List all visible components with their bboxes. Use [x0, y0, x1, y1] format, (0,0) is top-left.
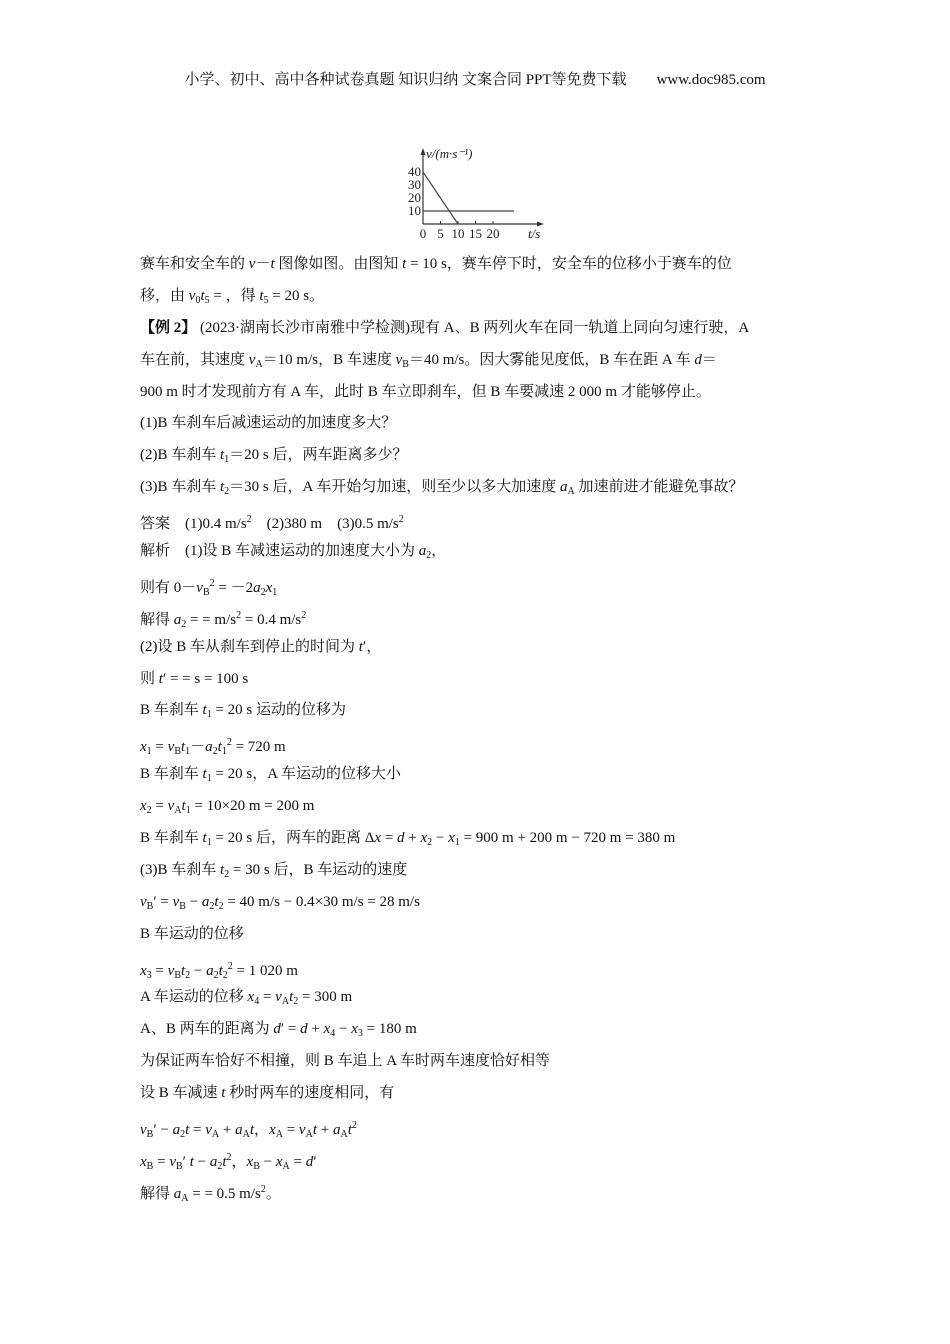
x-tick-label: 10: [451, 226, 465, 241]
text-segment: (2)380 m (3)0.5 m/s: [251, 516, 399, 533]
text-segment: v: [188, 287, 196, 304]
series-line-racing-car: [423, 172, 458, 224]
text-segment: −: [335, 1021, 352, 1038]
text-segment: t: [181, 798, 186, 815]
text-line: [140, 408, 820, 440]
text-segment: A: [181, 1192, 189, 1204]
text-line: [140, 1046, 820, 1078]
text-segment: v: [196, 579, 203, 596]
text-segment: x: [140, 1153, 147, 1170]
text-line: [140, 632, 820, 664]
x-tick-label: 15: [469, 226, 482, 241]
text-line: [140, 727, 820, 759]
text-segment: B: [202, 586, 210, 598]
text-segment: B: [146, 1160, 154, 1172]
text-segment: 赛车和安全车的: [140, 256, 249, 272]
text-line: [140, 919, 820, 951]
text-segment: 则: [140, 670, 159, 687]
text-segment: t: [202, 766, 207, 783]
text-segment: x: [140, 962, 147, 979]
text-segment: v: [205, 1122, 212, 1139]
text-segment: 【例 2】: [140, 319, 197, 336]
text-segment: +: [307, 1021, 324, 1038]
text-segment: B: [174, 969, 181, 981]
text-segment: a: [205, 739, 213, 756]
y-tick-label: 10: [408, 203, 421, 218]
text-segment: ，: [231, 1153, 247, 1170]
text-segment: v: [248, 256, 256, 272]
y-axis-arrow-icon: [421, 148, 426, 155]
text-segment: t: [217, 739, 222, 756]
text-segment: 2: [236, 609, 242, 621]
text-segment: = 0.4 m/s: [241, 611, 302, 628]
text-segment: v: [140, 1122, 147, 1139]
text-segment: a: [253, 579, 261, 596]
text-segment: a: [206, 962, 214, 979]
text-segment: =: [282, 1122, 299, 1139]
text-segment: t: [220, 447, 225, 464]
text-line: [140, 440, 820, 472]
text-segment: 。: [265, 1185, 281, 1202]
x-tick-label: 5: [437, 226, 444, 241]
text-segment: 1: [206, 837, 212, 849]
text-segment: = 10×20 m = 200 m: [190, 798, 315, 815]
text-segment: a: [201, 893, 210, 910]
text-segment: A、B 两车的距离为: [140, 1021, 274, 1038]
text-line: [140, 345, 820, 377]
text-segment: 2: [426, 550, 432, 562]
text-segment: B: [146, 900, 154, 912]
text-segment: 1: [185, 805, 191, 817]
text-segment: A: [305, 1129, 313, 1141]
text-segment: 移，由: [140, 287, 189, 304]
text-line: [140, 791, 820, 823]
y-tick-label: 40: [408, 164, 421, 179]
y-axis-label: v/(m·s⁻¹): [426, 146, 473, 161]
text-segment: 1: [185, 746, 191, 758]
text-segment: 2: [224, 486, 230, 498]
text-line: [140, 472, 820, 504]
text-segment: 2: [226, 1151, 232, 1163]
text-segment: t: [289, 989, 294, 1006]
text-segment: 1: [224, 454, 230, 466]
text-segment: 0: [195, 294, 201, 306]
text-segment: 2: [260, 1183, 266, 1195]
text-segment: a: [209, 1153, 218, 1170]
text-segment: (2023·湖南长沙市南雅中学检测)现有 A、B 两列火车在同一轨道上同向匀速行驶，A: [196, 319, 750, 336]
text-segment: B 车运动的位移: [140, 925, 244, 942]
text-segment: t: [218, 962, 223, 979]
text-segment: 则有 0－: [140, 579, 197, 596]
text-segment: x: [140, 739, 147, 756]
text-segment: t: [221, 1085, 226, 1102]
text-segment: = 300 m: [298, 989, 353, 1006]
text-segment: ＝10 m/s，B 车速度: [262, 351, 396, 368]
text-segment: (2)设 B 车从刹车到停止的时间为: [140, 638, 359, 655]
text-line: [140, 695, 820, 727]
text-segment: d: [397, 830, 405, 847]
text-segment: 图像如图。由图知: [274, 256, 403, 272]
text-line: [140, 568, 820, 600]
text-segment: = －2: [214, 579, 254, 596]
text-segment: A: [174, 805, 182, 817]
text-segment: 2: [217, 1160, 223, 1172]
text-segment: 2: [398, 514, 404, 526]
text-segment: t: [189, 1153, 194, 1170]
y-tick-label: 20: [408, 190, 421, 205]
text-segment: ′: [182, 1153, 190, 1170]
text-segment: 2: [218, 900, 224, 912]
text-segment: =: [151, 739, 168, 756]
text-line: [140, 951, 820, 983]
text-segment: =: [289, 1153, 306, 1170]
text-segment: = 900 m + 200 m − 720 m = 380 m: [459, 830, 676, 847]
text-segment: ′ −: [153, 1122, 173, 1139]
text-segment: B: [175, 1160, 183, 1172]
text-segment: 2: [227, 960, 233, 972]
text-segment: +: [219, 1122, 236, 1139]
solution-content: [140, 249, 820, 1206]
text-segment: A 车运动的位移: [140, 989, 248, 1006]
text-line: [140, 1014, 820, 1046]
text-segment: 1: [206, 709, 212, 721]
text-line: [140, 1174, 820, 1206]
text-segment: a: [235, 1122, 243, 1139]
text-segment: 为保证两车恰好不相撞，则 B 车追上 A 车时两车速度恰好相等: [140, 1053, 551, 1070]
text-segment: 2: [427, 837, 433, 849]
text-segment: 2: [180, 1129, 186, 1141]
text-segment: +: [404, 830, 421, 847]
text-segment: 2: [351, 1120, 357, 1132]
text-segment: t: [259, 287, 264, 304]
text-segment: a: [173, 611, 182, 628]
text-segment: = 180 m: [362, 1021, 417, 1038]
text-segment: (2)B 车刹车: [140, 447, 220, 464]
text-segment: d: [694, 351, 702, 368]
text-line: [140, 1078, 820, 1110]
text-segment: 1: [221, 746, 227, 758]
text-segment: －: [190, 739, 206, 756]
text-segment: t: [347, 1122, 352, 1139]
text-segment: 秒时两车的速度相同，有: [225, 1085, 395, 1102]
text-segment: t: [158, 670, 163, 687]
text-segment: x: [269, 1122, 276, 1139]
text-segment: B: [402, 358, 409, 370]
text-segment: t: [202, 830, 207, 847]
text-segment: = 720 m: [231, 739, 286, 756]
text-segment: = 20 s，A 车运动的位移大小: [211, 766, 401, 783]
text-segment: A: [282, 1160, 290, 1172]
text-segment: t: [222, 1153, 227, 1170]
text-segment: ′: [313, 1153, 317, 1170]
text-segment: = ，得: [209, 287, 260, 304]
text-segment: －: [255, 256, 271, 272]
text-segment: x: [448, 830, 455, 847]
text-segment: ＝30 s 后，A 车开始匀加速，则至少以多大加速度: [229, 479, 561, 496]
text-segment: 解析 (1)设 B 车减速运动的加速度大小为: [140, 543, 419, 560]
text-segment: B: [146, 1129, 154, 1141]
text-segment: 900 m 时才发现前方有 A 车，此时 B 车立即刹车，但 B 车要减速 2 000 m 才能够停止。: [140, 383, 711, 400]
y-tick-label: 30: [408, 177, 421, 192]
text-segment: 2: [209, 900, 215, 912]
text-segment: 2: [185, 969, 191, 981]
text-segment: t: [202, 702, 207, 719]
text-segment: 2: [224, 868, 230, 880]
text-segment: −: [432, 830, 449, 847]
text-segment: A: [340, 1129, 348, 1141]
text-segment: = 40 m/s − 0.4×30 m/s = 28 m/s: [223, 893, 420, 910]
text-line: [140, 887, 820, 919]
text-segment: t: [180, 962, 186, 979]
text-line: [140, 982, 820, 1014]
page-header: 小学、初中、高中各种试卷真题 知识归纳 文案合同 PPT等免费下载 www.doc985.com: [184, 72, 766, 88]
text-segment: =: [153, 1153, 170, 1170]
text-line: [140, 281, 820, 313]
text-segment: v: [395, 351, 403, 368]
text-segment: x: [246, 1153, 254, 1170]
x-tick-label: 20: [486, 226, 500, 241]
text-segment: 5: [204, 294, 210, 306]
text-line: [140, 1142, 820, 1174]
text-segment: x: [420, 830, 428, 847]
text-segment: (3)B 车刹车: [140, 479, 220, 496]
text-segment: t: [200, 287, 205, 304]
text-segment: 5: [263, 294, 269, 306]
text-segment: = 20 s。: [268, 287, 325, 304]
text-line: [140, 664, 820, 696]
text-line: [140, 759, 820, 791]
text-segment: v: [140, 893, 147, 910]
text-segment: 3: [357, 1028, 363, 1040]
text-segment: = = 0.5 m/s: [188, 1185, 261, 1202]
text-segment: A: [211, 1129, 220, 1141]
text-segment: 2: [293, 996, 299, 1008]
text-segment: A: [281, 996, 290, 1008]
text-segment: (1)B 车刹车后减速运动的加速度多大？: [140, 415, 397, 432]
text-segment: t: [220, 479, 225, 496]
text-segment: ′ =: [280, 1021, 301, 1038]
text-segment: ′，: [362, 638, 382, 655]
text-segment: 2: [209, 577, 215, 589]
text-line: [140, 313, 820, 345]
text-segment: =: [259, 989, 276, 1006]
text-segment: B 车刹车: [140, 830, 203, 847]
text-segment: ＝: [701, 351, 717, 368]
text-segment: v: [169, 1153, 176, 1170]
text-segment: 4: [254, 996, 260, 1008]
text-segment: A: [255, 358, 263, 370]
text-segment: = 20 s 后，两车的距离 Δ: [211, 830, 375, 847]
text-segment: x: [140, 798, 147, 815]
text-segment: 2: [181, 618, 187, 630]
text-segment: = 1 020 m: [232, 962, 298, 979]
text-segment: v: [167, 962, 175, 979]
text-segment: ＝40 m/s。因大雾能见度低，B 车在距 A 车: [408, 351, 695, 368]
text-segment: a: [172, 1122, 181, 1139]
text-line: [140, 855, 820, 887]
text-segment: =: [381, 830, 398, 847]
text-segment: 1: [146, 746, 152, 758]
text-segment: d: [273, 1021, 281, 1038]
text-segment: 解得: [140, 1185, 174, 1202]
text-segment: −: [259, 1153, 276, 1170]
text-segment: =: [151, 798, 168, 815]
text-segment: v: [172, 893, 180, 910]
text-segment: 2: [146, 805, 152, 817]
text-segment: a: [332, 1122, 341, 1139]
text-segment: B 车刹车: [140, 766, 203, 783]
text-segment: −: [193, 1153, 210, 1170]
text-segment: A: [242, 1129, 250, 1141]
text-segment: 1: [454, 837, 460, 849]
text-segment: 设 B 车减速: [140, 1085, 222, 1102]
text-segment: a: [560, 479, 568, 496]
text-segment: v: [298, 1122, 306, 1139]
text-segment: B: [174, 746, 181, 758]
text-segment: A: [275, 1129, 283, 1141]
text-segment: t: [312, 1122, 317, 1139]
text-line: [140, 377, 820, 409]
text-segment: v: [167, 739, 175, 756]
text-segment: −: [190, 962, 207, 979]
text-segment: =: [151, 962, 168, 979]
text-line: [140, 1110, 820, 1142]
text-segment: x: [265, 579, 273, 596]
text-segment: ＝20 s 后，两车距离多少？: [229, 447, 408, 464]
text-segment: B: [253, 1160, 260, 1172]
text-segment: (3)B 车刹车: [140, 861, 220, 878]
text-segment: t: [358, 638, 363, 655]
text-segment: 解得: [140, 611, 174, 628]
text-segment: d: [300, 1021, 308, 1038]
text-segment: = 10 s，赛车停下时，安全车的位移小于赛车的位: [406, 256, 732, 272]
text-segment: =: [189, 1122, 206, 1139]
text-segment: t: [270, 256, 275, 272]
text-segment: +: [316, 1122, 333, 1139]
text-segment: 加速前进才能避免事故？: [574, 479, 744, 496]
text-segment: v: [275, 989, 282, 1006]
text-line: [140, 504, 820, 536]
text-segment: 3: [146, 969, 152, 981]
text-segment: x: [323, 1021, 331, 1038]
text-segment: B 车刹车: [140, 702, 203, 719]
text-segment: 1: [206, 773, 212, 785]
text-segment: t: [180, 739, 186, 756]
text-segment: A: [567, 486, 575, 498]
text-segment: ′ = = s = 100 s: [162, 670, 249, 687]
text-line: [140, 823, 820, 855]
text-line: [140, 536, 820, 568]
text-segment: 2: [260, 586, 266, 598]
text-segment: t: [185, 1122, 190, 1139]
text-segment: 2: [226, 737, 232, 749]
text-segment: a: [173, 1185, 182, 1202]
text-segment: = 30 s 后，B 车运动的速度: [229, 861, 408, 878]
text-line: [140, 249, 820, 281]
text-segment: t: [214, 893, 219, 910]
text-segment: x: [247, 989, 255, 1006]
x-axis-label: t/s: [528, 226, 541, 241]
text-segment: t: [402, 256, 407, 272]
text-segment: 2: [212, 746, 218, 758]
text-segment: 2: [246, 514, 252, 526]
text-segment: ，: [431, 543, 447, 560]
text-segment: 答案 (1)0.4 m/s: [140, 516, 247, 533]
text-segment: 车在前，其速度: [140, 351, 249, 368]
text-segment: = 20 s 运动的位移为: [211, 702, 346, 719]
text-segment: x: [351, 1021, 358, 1038]
text-segment: B: [179, 900, 186, 912]
text-segment: 2: [213, 969, 219, 981]
text-segment: 1: [272, 586, 278, 598]
text-segment: v: [167, 798, 175, 815]
text-segment: 2: [301, 609, 307, 621]
text-segment: a: [418, 543, 427, 560]
text-line: [140, 600, 820, 632]
text-segment: 2: [222, 969, 228, 981]
text-segment: t: [220, 861, 225, 878]
x-tick-label: 0: [419, 226, 427, 241]
text-segment: = = m/s: [186, 611, 237, 628]
text-segment: −: [185, 893, 202, 910]
text-segment: 4: [330, 1028, 336, 1040]
text-segment: x: [275, 1153, 283, 1170]
text-segment: ′ =: [153, 893, 173, 910]
text-segment: d: [305, 1153, 314, 1170]
vt-chart: [400, 140, 560, 245]
text-segment: t: [249, 1122, 255, 1139]
text-segment: ，: [254, 1122, 270, 1139]
text-segment: v: [248, 351, 256, 368]
text-segment: x: [374, 830, 382, 847]
